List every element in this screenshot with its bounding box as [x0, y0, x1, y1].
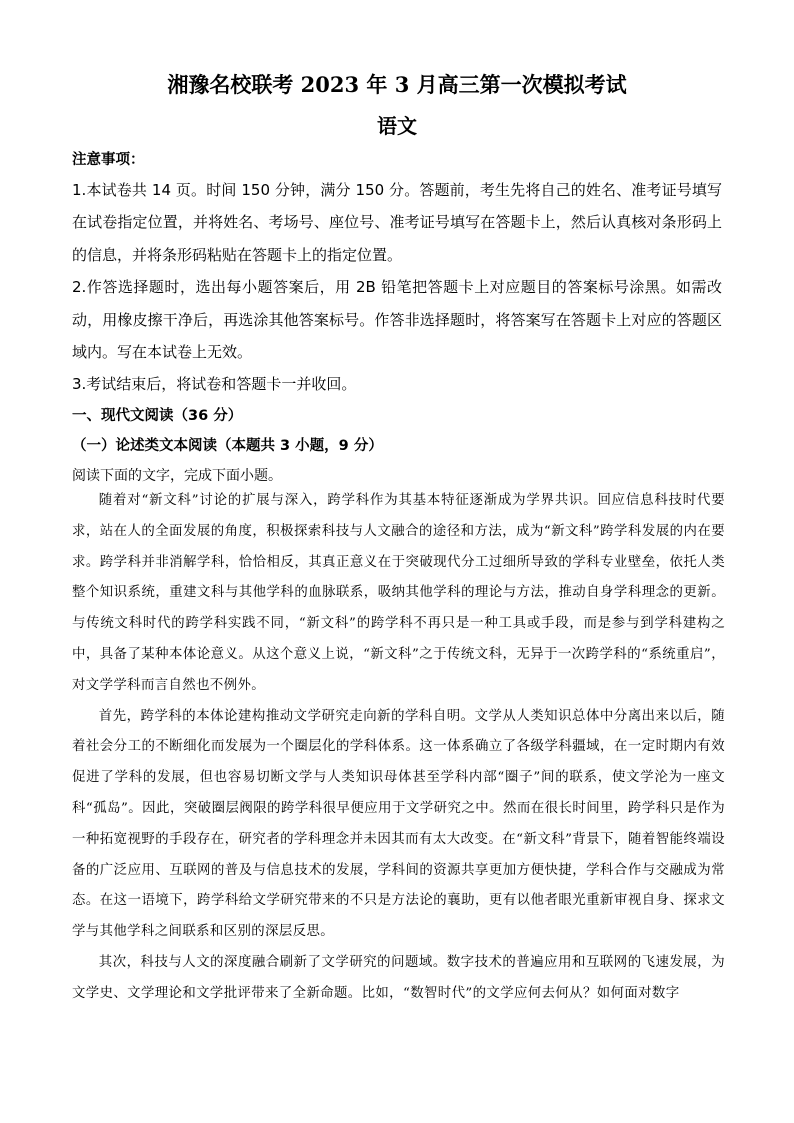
- exam-title: 湘豫名校联考 2023 年 3 月高三第一次模拟考试: [167, 72, 627, 97]
- notice-heading: 注意事项：: [72, 152, 145, 168]
- passage-paragraph: 首先，跨学科的本体论建构推动文学研究走向新的学科自明。文学从人类知识总体中分离出来以后，随着社会分工的不断细化而发展为一个圈层化的学科体系。这一体系确立了各级学科疆域，在一定时期内有效促进了学科的发展，但也容易切断文学与人类知识母体甚至学科内部“圈子”间的联系，使文学沦为一座文科“孤岛”。因此，突破圈层阀限的跨学科很早便应用于文学研究之中。然而在很长时间里，跨学科只是作为一种拓宽视野的手段存在，研究者的学科理念并未因其而有太大改变。在“新文科”背景下，随着智能终端设备的广泛应用、互联网的普及与信息技术的发展，学科间的资源共享更加方便快捷，学科合作与交融成为常态。在这一语境下，跨学科给文学研究带来的不只是方法论的襄助，更有以他者眼光重新审视自身、探求文学与其他学科之间联系和区别的深层反思。: [72, 708, 725, 940]
- notice-item: 1.本试卷共 14 页。时间 150 分钟，满分 150 分。答题前，考生先将自己的姓名、准考证号填写在试卷指定位置，并将姓名、考场号、座位号、准考证号填写在答题卡上，然后认真核对条形码上的信息，并将条形码粘贴在答题卡上的指定位置。: [72, 181, 722, 264]
- notice-item: 2.作答选择题时，选出每小题答案后，用 2B 铅笔把答题卡上对应题目的答案标号涂黑。如需改动，用橡皮擦干净后，再选涂其他答案标号。作答非选择题时，将答案写在答题卡上对应的答题区域内。写在本试卷上无效。: [72, 278, 722, 362]
- section-heading: 一、现代文阅读（36 分）: [72, 407, 243, 424]
- passage-paragraph: 随着对“新文科”讨论的扩展与深入，跨学科作为其基本特征逐渐成为学界共识。回应信息科技时代要求，站在人的全面发展的角度，积极探索科技与人文融合的途径和方法，成为“新文科”跨学科发展的内在要求。跨学科并非消解学科，恰恰相反，其真正意义在于突破现代分工过细所导致的学科专业壁垒，依托人类整个知识系统，重建文科与其他学科的血脉联系，吸纳其他学科的理论与方法，推动自身学科理念的更新。与传统文科时代的跨学科实践不同，“新文科”的跨学科不再只是一种工具或手段，而是参与到学科建构之中，具备了某种本体论意义。从这个意义上说，“新文科”之于传统文科，无异于一次跨学科的“系统重启”，对文学学科而言自然也不例外。: [72, 493, 725, 693]
- notice-section: [72, 146, 722, 491]
- reading-instruction: 阅读下面的文字，完成下面小题。: [72, 467, 282, 484]
- subject-title: 语文: [377, 114, 417, 138]
- reading-passage: [72, 486, 725, 1010]
- passage-paragraph: 其次，科技与人文的深度融合刷新了文学研究的问题域。数字技术的普遍应用和互联网的飞速发展，为文学史、文学理论和文学批评带来了全新命题。比如，“数智时代”的文学应何去何从？如何面对数字: [72, 954, 725, 1001]
- subsection-heading: （一）论述类文本阅读（本题共 3 小题，9 分）: [72, 437, 383, 454]
- notice-item: 3.考试结束后，将试卷和答题卡一并收回。: [72, 375, 357, 394]
